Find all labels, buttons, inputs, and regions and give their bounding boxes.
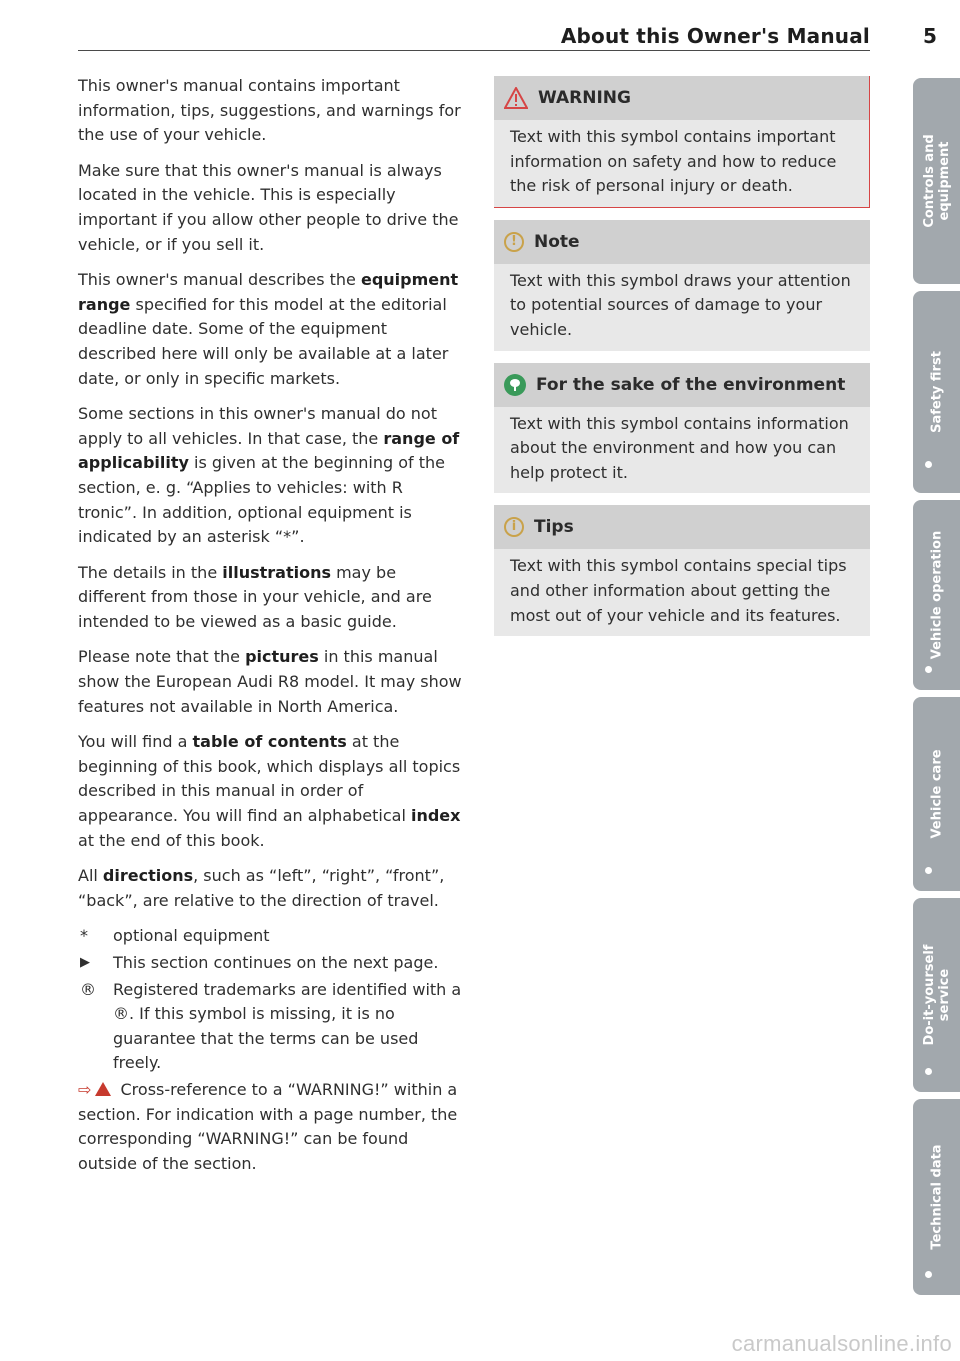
tips-box-text: Text with this symbol contains special tips and other information about getting the most out of your vehicle and its features. — [510, 556, 847, 625]
warning-triangle-icon — [504, 87, 528, 109]
header-rule — [78, 50, 870, 51]
tab-marker-dot — [925, 461, 932, 468]
text: All — [78, 866, 103, 886]
legend-item-continues — [78, 951, 463, 976]
tab-marker-dot — [925, 1068, 932, 1075]
cross-reference-arrow-icon: ⇨ — [78, 1079, 92, 1099]
text: The details in the — [78, 562, 223, 582]
paragraph-directions — [78, 864, 463, 913]
tab-label: Vehicle care — [929, 749, 944, 839]
bold-term: equipment range — [78, 270, 459, 314]
note-box-header — [494, 220, 870, 264]
tab-do-it-yourself-service[interactable] — [913, 898, 960, 1092]
tab-label: Controls and equipment — [921, 134, 952, 228]
symbol-legend-boxes — [494, 76, 870, 648]
text: at the beginning of this book, which displays all topics described in this manual in order of appearance. You will find an alphabetical — [78, 732, 461, 826]
note-box — [494, 220, 870, 351]
legend-text: This section continues on the next page. — [113, 953, 439, 972]
text: , such as “left”, “right”, “front”, “back”, are relative to the direction of travel. — [78, 866, 445, 910]
note-box-text: Text with this symbol draws your attention to potential sources of damage to your vehicle. — [510, 270, 851, 339]
paragraph-intro: This owner's manual contains important information, tips, suggestions, and warnings for the use of your vehicle. — [78, 76, 461, 145]
environment-box — [494, 363, 870, 494]
environment-box-title: For the sake of the environment — [536, 374, 846, 395]
warning-box-header — [494, 76, 869, 120]
paragraph-equipment-range — [78, 268, 463, 391]
tab-marker-dot — [925, 867, 932, 874]
registered-trademark-symbol: ® — [80, 979, 96, 999]
warning-box — [494, 76, 870, 208]
tips-box — [494, 505, 870, 636]
legend-item-trademark — [78, 978, 463, 1076]
tips-box-title: Tips — [534, 517, 574, 538]
bold-term: illustrations — [222, 562, 331, 582]
body-text-column — [78, 74, 463, 1187]
legend-text: optional equipment — [113, 926, 270, 946]
environment-globe-icon — [504, 374, 526, 396]
text: may be different from those in your vehicle, and are intended to be viewed as a basic guide. — [78, 562, 432, 631]
warning-box-title: WARNING — [538, 88, 631, 108]
tab-marker-dot — [925, 666, 932, 673]
page-number: 5 — [923, 24, 937, 48]
tab-label: Safety first — [929, 351, 944, 433]
tab-label: Technical data — [929, 1144, 944, 1250]
text: Some sections in this owner's manual do not apply to all vehicles. In that case, the — [78, 404, 437, 448]
cross-reference-note — [78, 1078, 463, 1176]
continue-arrow-icon: ▶ — [80, 955, 90, 970]
tab-safety-first[interactable] — [913, 291, 960, 493]
bold-term: table of contents — [192, 732, 347, 752]
warning-triangle-icon — [95, 1082, 111, 1096]
asterisk-symbol: * — [80, 926, 88, 946]
text: at the end of this book. — [78, 830, 265, 850]
text: This owner's manual describes the — [78, 270, 361, 290]
tab-vehicle-care[interactable] — [913, 697, 960, 891]
text: You will find a — [78, 732, 193, 752]
paragraph-pictures — [78, 645, 463, 719]
paragraph-applicability — [78, 402, 463, 550]
tab-vehicle-operation[interactable] — [913, 500, 960, 690]
tab-controls-and-equipment[interactable] — [913, 78, 960, 284]
info-circle-icon: i — [504, 517, 524, 537]
environment-box-header — [494, 363, 870, 407]
tab-marker-dot — [925, 1271, 932, 1278]
bold-term: pictures — [245, 647, 319, 667]
text: Please note that the — [78, 647, 246, 667]
running-header: About this Owner's Manual — [560, 24, 870, 48]
watermark: carmanualsonline.info — [731, 1331, 952, 1356]
note-box-title: Note — [534, 231, 580, 252]
bold-term: index — [410, 806, 461, 826]
paragraph-contents-index — [78, 730, 463, 853]
bold-term: directions — [102, 866, 194, 886]
tips-box-header — [494, 505, 870, 549]
text: specified for this model at the editorial deadline date. Some of the equipment described here will only be available at a later date, or only in specific markets. — [78, 294, 449, 388]
tab-label: Vehicle operation — [929, 530, 944, 660]
tab-label: Do-it-yourself service — [921, 944, 952, 1046]
environment-box-text: Text with this symbol contains information about the environment and how you can help protect it. — [510, 413, 849, 482]
warning-box-text: Text with this symbol contains important information on safety and how to reduce the risk of personal injury or death. — [510, 127, 837, 196]
tab-technical-data[interactable] — [913, 1099, 960, 1295]
legend-item-optional — [78, 924, 463, 949]
text: Cross-reference to a “WARNING!” within a section. For indication with a page number, the corresponding “WARNING!” can be found outside of the section. — [78, 1079, 458, 1173]
text: is given at the beginning of the section, e. g. “Applies to vehicles: with R tronic”. In addition, optional equipment is indicated by an asterisk “*”. — [78, 453, 446, 547]
exclamation-circle-icon: ! — [504, 232, 524, 252]
text: in this manual show the European Audi R8 model. It may show features not available in North America. — [78, 647, 462, 716]
bold-term: range of applicability — [78, 428, 460, 473]
legend-text: Registered trademarks are identified with a ®. If this symbol is missing, it is no guarantee that the terms can be used freely. — [113, 979, 462, 1073]
paragraph-keep-in-vehicle: Make sure that this owner's manual is always located in the vehicle. This is especially important if you allow other people to drive the vehicle, or if you sell it. — [78, 160, 459, 254]
paragraph-illustrations — [78, 561, 463, 635]
